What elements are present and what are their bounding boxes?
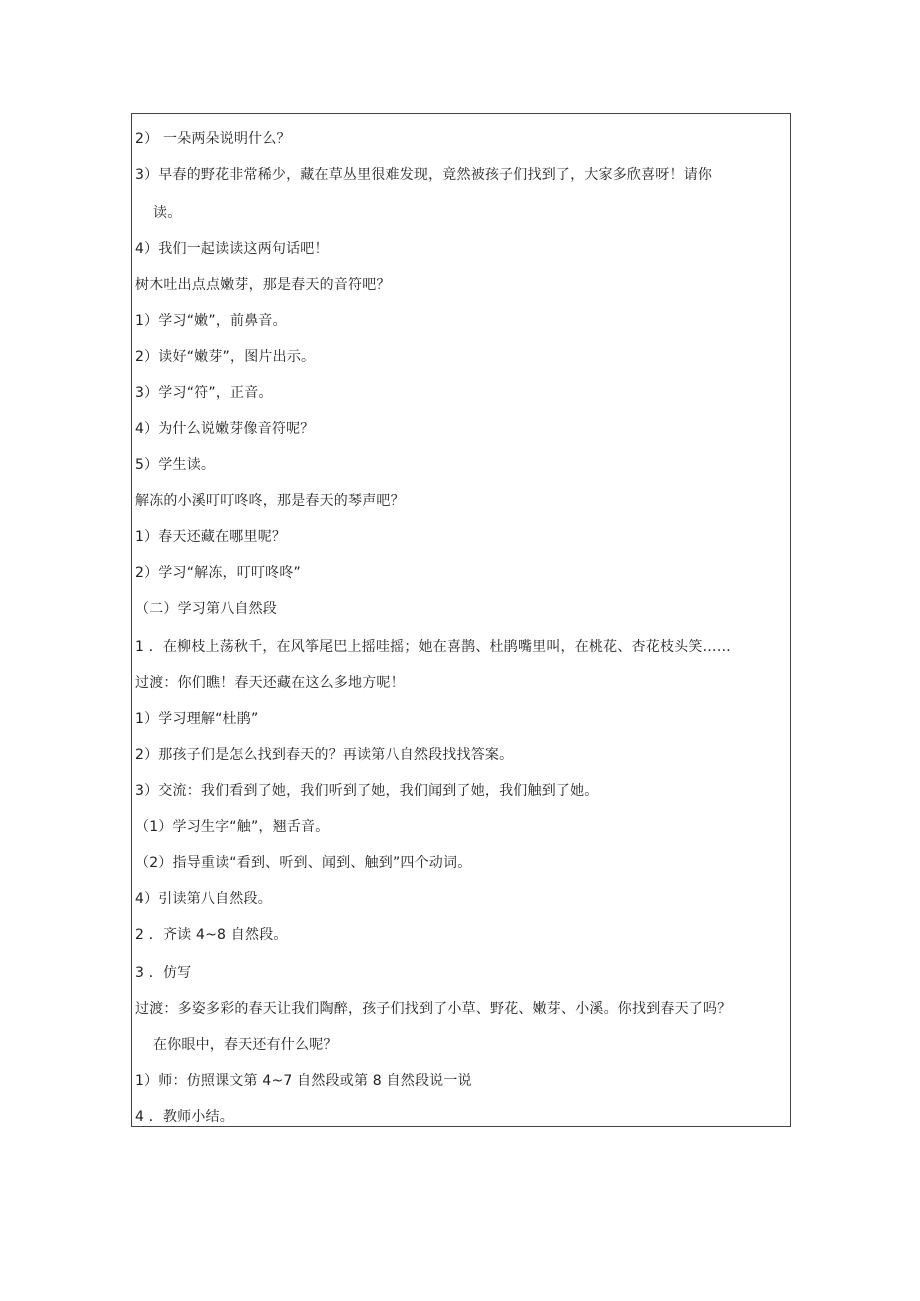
text-line: （二）学习第八自然段	[135, 601, 277, 617]
text-line: 1）学习“嫩”，前鼻音。	[135, 313, 287, 329]
text-line: 4）引读第八自然段。	[135, 891, 272, 907]
lesson-table-cell	[131, 113, 791, 1127]
text-line: 4）我们一起读读这两句话吧！	[135, 241, 329, 257]
text-line: 5）学生读。	[135, 457, 216, 473]
text-line: 过渡：多姿多彩的春天让我们陶醉，孩子们找到了小草、野花、嫩芽、小溪。你找到春天了吗？	[135, 1001, 732, 1017]
text-line: 2） 一朵两朵说明什么？	[135, 131, 291, 147]
text-line: 2）学习“解冻，叮叮咚咚”	[135, 565, 302, 581]
text-line: 3）早春的野花非常稀少，藏在草丛里很难发现，竟然被孩子们找到了，大家多欣喜呀！请你	[135, 167, 713, 183]
text-line: 3 ．仿写	[135, 965, 192, 981]
text-line: 读。	[153, 205, 182, 221]
text-line: 3）学习“符”，正音。	[135, 385, 273, 401]
text-line: 2）读好“嫩芽”，图片出示。	[135, 349, 316, 365]
text-line: 4 ．教师小结。	[135, 1109, 234, 1125]
text-line: 1）师：仿照课文第 4~7 自然段或第 8 自然段说一说	[135, 1073, 472, 1089]
text-line: 解冻的小溪叮叮咚咚，那是春天的琴声吧？	[135, 493, 405, 509]
text-line: 2 ．齐读 4~8 自然段。	[135, 927, 288, 943]
text-line: 3）交流：我们看到了她，我们听到了她，我们闻到了她，我们触到了她。	[135, 783, 599, 799]
text-line: 1）学习理解“杜鹃”	[135, 711, 259, 727]
text-line: 1）春天还藏在哪里呢？	[135, 529, 287, 545]
text-line: 2）那孩子们是怎么找到春天的？再读第八自然段找找答案。	[135, 747, 514, 763]
text-line: 树木吐出点点嫩芽，那是春天的音符吧？	[135, 277, 391, 293]
text-line: 过渡：你们瞧！春天还藏在这么多地方呢！	[135, 675, 405, 691]
text-line: （1）学习生字“触”，翘舌音。	[135, 819, 330, 835]
text-line: （2）指导重读“看到、听到、闻到、触到”四个动词。	[135, 855, 472, 871]
text-line: 在你眼中，春天还有什么呢？	[153, 1037, 338, 1053]
text-line: 4）为什么说嫩芽像音符呢？	[135, 421, 315, 437]
text-line: 1 ．在柳枝上荡秋千，在风筝尾巴上摇哇摇；她在喜鹊、杜鹃嘴里叫，在桃花、杏花枝头笑……	[135, 639, 731, 655]
